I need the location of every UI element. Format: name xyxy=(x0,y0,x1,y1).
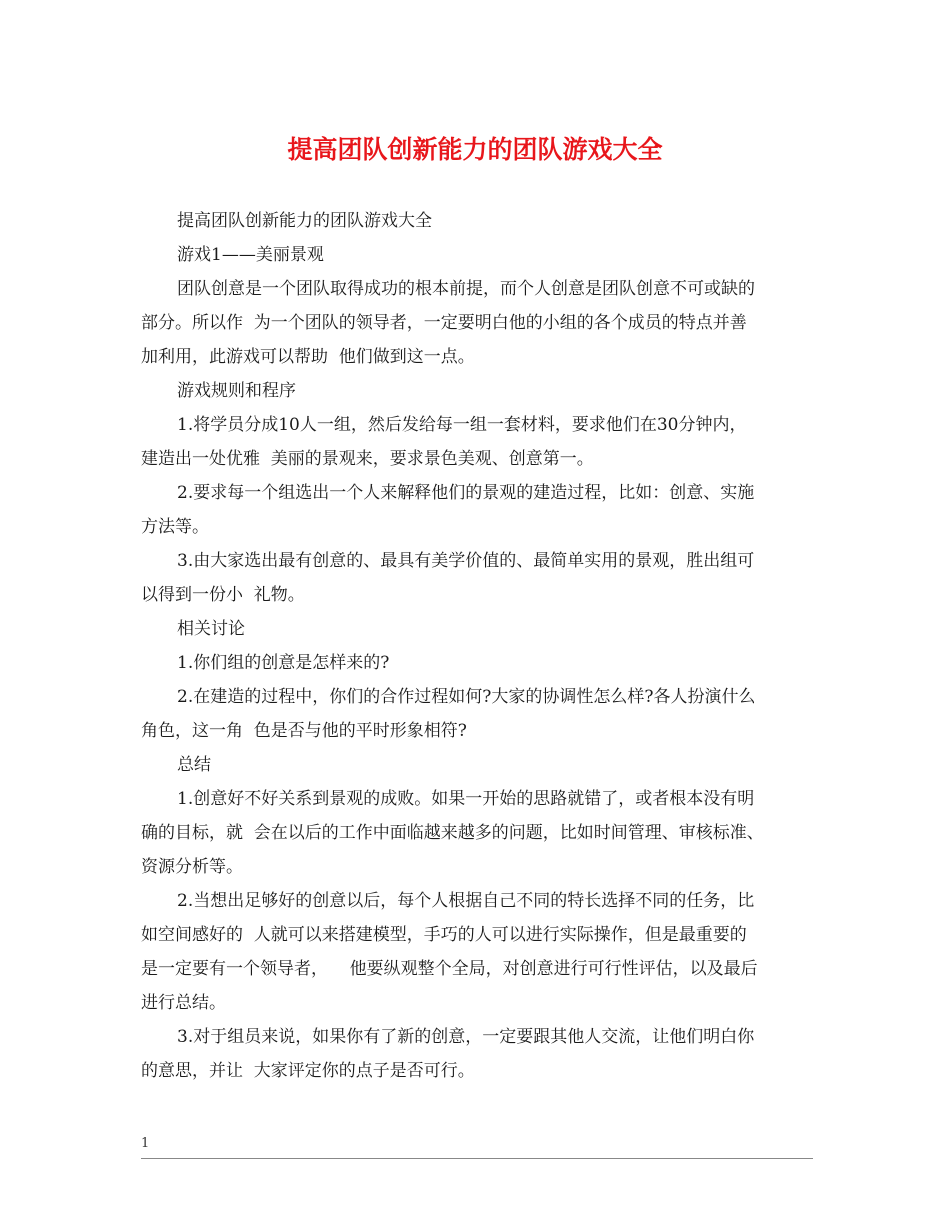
body-line: 3.对于组员来说，如果你有了新的创意，一定要跟其他人交流，让他们明白你 xyxy=(177,1027,755,1047)
page-number: 1 xyxy=(141,1136,150,1151)
body-line: 2.要求每一个组选出一个人来解释他们的景观的建造过程，比如：创意、实施 xyxy=(177,483,755,503)
body-line: 是一定要有一个领导者， 他要纵观整个全局，对创意进行可行性评估，以及最后 xyxy=(141,959,758,979)
document-title: 提高团队创新能力的团队游戏大全 xyxy=(287,135,663,164)
body-line: 1.创意好不好关系到景观的成败。如果一开始的思路就错了，或者根本没有明 xyxy=(177,789,755,809)
body-line: 以得到一份小 礼物。 xyxy=(141,585,305,605)
body-line: 部分。所以作 为一个团队的领导者，一定要明白他的小组的各个成员的特点并善 xyxy=(141,313,747,333)
body-line: 2.当想出足够好的创意以后，每个人根据自己不同的特长选择不同的任务，比 xyxy=(177,891,755,911)
document-body xyxy=(141,204,813,1088)
body-line: 进行总结。 xyxy=(141,993,226,1013)
body-line: 团队创意是一个团队取得成功的根本前提，而个人创意是团队创意不可或缺的 xyxy=(177,279,755,299)
body-line: 确的目标，就 会在以后的工作中面临越来越多的问题，比如时间管理、审核标准、 xyxy=(141,823,764,843)
body-line: 3.由大家选出最有创意的、最具有美学价值的、最简单实用的景观，胜出组可 xyxy=(177,551,755,571)
body-line: 角色，这一角 色是否与他的平时形象相符? xyxy=(141,721,467,741)
body-line: 资源分析等。 xyxy=(141,857,243,877)
body-line: 相关讨论 xyxy=(177,619,245,639)
body-line: 提高团队创新能力的团队游戏大全 xyxy=(177,211,432,231)
body-line: 2.在建造的过程中，你们的合作过程如何?大家的协调性怎么样?各人扮演什么 xyxy=(177,687,756,707)
body-line: 游戏规则和程序 xyxy=(177,381,296,401)
body-line: 1.你们组的创意是怎样来的? xyxy=(177,653,390,673)
body-line: 建造出一处优雅 美丽的景观来，要求景色美观、创意第一。 xyxy=(141,449,594,469)
body-line: 1.将学员分成10人一组，然后发给每一组一套材料，要求他们在30分钟内， xyxy=(177,415,747,435)
body-line: 方法等。 xyxy=(141,517,209,537)
body-line: 如空间感好的 人就可以来搭建模型，手巧的人可以进行实际操作，但是最重要的 xyxy=(141,925,747,945)
footer-rule xyxy=(141,1158,813,1159)
body-line: 游戏1——美丽景观 xyxy=(177,245,324,265)
body-line: 加利用，此游戏可以帮助 他们做到这一点。 xyxy=(141,347,475,367)
body-line: 的意思，并让 大家评定你的点子是否可行。 xyxy=(141,1061,475,1081)
body-line: 总结 xyxy=(177,755,211,775)
